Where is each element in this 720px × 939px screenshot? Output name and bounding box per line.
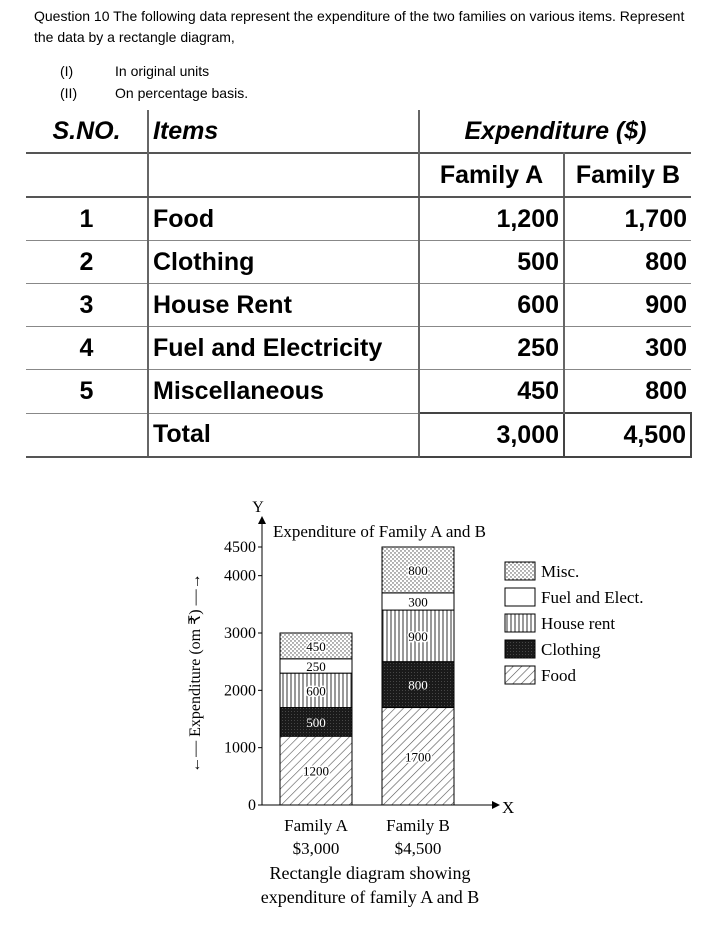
cell-item: House Rent [148,284,419,327]
legend-label: House rent [541,614,616,633]
bar-value-label: 500 [306,714,326,730]
part-item [60,60,248,82]
part-item [60,82,248,104]
table-cell [26,153,148,197]
legend-swatch [505,614,535,632]
cell-family-a: 1,200 [419,197,564,241]
bar-value-label: 300 [408,594,428,610]
x-axis-letter: X [502,798,515,817]
rectangle-diagram [170,500,690,920]
cell-family-b: 800 [564,370,691,414]
table-row [26,197,691,241]
chart-caption: Rectangle diagram showing [269,863,471,883]
cell-sno: 5 [26,370,148,414]
cell-sno: 1 [26,197,148,241]
cell-family-b: 800 [564,241,691,284]
cell-sno: 2 [26,241,148,284]
y-tick-label: 0 [248,797,256,814]
header-expenditure: Expenditure ($) [464,116,647,145]
part-number: (II) [60,85,78,101]
legend-swatch [505,588,535,606]
part-number: (I) [60,63,74,79]
y-tick-label: 4500 [224,539,256,556]
cell-item: Miscellaneous [148,370,419,414]
cell-family-a: 600 [419,284,564,327]
y-tick-label: 4000 [224,567,256,585]
header-sno: S.NO. [26,110,148,153]
table-row [26,284,691,327]
table-total-row [26,413,691,457]
cell-family-b: 300 [564,327,691,370]
table-row [26,327,691,370]
part-text: On percentage basis. [115,85,249,101]
x-category-total: $4,500 [394,839,442,858]
cell-family-b: 900 [564,284,691,327]
chart-legend [505,562,643,685]
cell-sno: 3 [26,284,148,327]
y-tick-label: 2000 [224,682,256,700]
legend-label: Fuel and Elect. [541,588,644,607]
table-row [26,370,691,414]
bar-value-label: 800 [408,677,428,693]
table-subheader-row [26,153,691,197]
bar-value-label: 800 [408,562,428,578]
question-text: Question 10 The following data represent the expenditure of the two families on various items. Represent the data by a rectangle diagram, [34,8,685,45]
legend-label: Clothing [541,640,601,659]
table-cell [26,413,148,457]
y-tick-label: 1000 [224,739,256,757]
question-parts [60,60,248,104]
bar-value-label: 250 [306,658,326,674]
bar-value-label: 450 [306,638,326,654]
header-items: Items [148,110,419,153]
x-axis-arrow [492,801,500,809]
header-family-a: Family A [419,153,564,197]
cell-family-a: 450 [419,370,564,414]
cell-item: Food [148,197,419,241]
table-cell [148,153,419,197]
legend-label: Food [541,666,576,685]
legend-swatch [505,666,535,684]
y-axis-letter: Y [252,500,264,516]
y-tick-label: 3000 [224,625,256,642]
chart-svg [170,500,690,920]
bar-value-label: 1700 [405,749,431,765]
y-axis-label: ←— Expenditure (om ₹) —→ [187,573,204,773]
legend-label: Misc. [541,562,580,581]
cell-family-a: 500 [419,241,564,284]
chart-title: Expenditure of Family A and B [273,522,486,541]
cell-sno: 4 [26,327,148,370]
bar-value-label: 1200 [303,763,329,779]
legend-swatch [505,640,535,658]
bar-value-label: 900 [408,628,428,644]
part-text: In original units [115,63,210,79]
header-family-b: Family B [564,153,691,197]
x-category-label: Family B [386,816,450,835]
expenditure-table [26,110,692,458]
cell-total-b: 4,500 [564,413,691,457]
table-header-row [26,110,691,153]
cell-item: Fuel and Electricity [148,327,419,370]
cell-total-label: Total [148,413,419,457]
chart-caption: expenditure of family A and B [260,887,480,907]
x-category-total: $3,000 [292,839,340,858]
cell-total-a: 3,000 [419,413,564,457]
y-axis-arrow [258,516,266,524]
bar-value-label: 600 [306,683,326,699]
legend-swatch [505,562,535,580]
x-category-label: Family A [284,816,348,835]
table-row [26,241,691,284]
cell-item: Clothing [148,241,419,284]
cell-family-a: 250 [419,327,564,370]
cell-family-b: 1,700 [564,197,691,241]
